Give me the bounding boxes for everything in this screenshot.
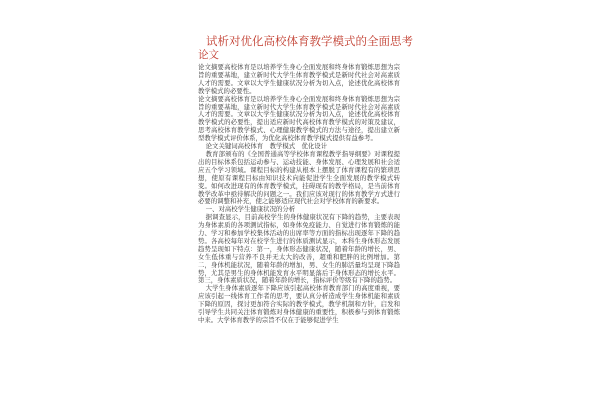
analysis-paragraph: 据调查显示，目前高校学生的身体健康状况有下降的趋势，主要表现为身体素质的各项测试指标，如身体免疫能力、自觉进行体育锻炼的能力、学习和参加学校集体活动的出席率等方面的指标出现逐年下降的趋势。各高校每年对在校学生进行的体质测试显示，本科生身体形态发展趋势呈现如下特点：第一，身体形态健康状况，随着年龄的增长，男、女生低体重与营养不良并无太大的改善，超重和肥胖的比例增加。第二，身体机能状况，随着年龄的增加，男、女生的肺活量均呈现下降趋势，尤其是男生的身体机能发育水平明显落后于身体形态的增长水平。第三，身体素质状况，随着年龄的增长，指标评价等级有下降的趋势。 — [198, 213, 400, 285]
document-body — [198, 64, 400, 325]
abstract-paragraph-full: 论文摘要高校体育是以培养学生身心全面发展和终身体育锻炼思想为宗旨的重要基地，建立新时代大学生体育教学模式是新时代社会对高素质人才的需要。文章以大学生健康状况分析为切入点，论述优化高校体育教学模式的必要性，提出适应新时代高校体育教学模式的对策及建议，思考高校体育教学模式、心理健康教学模式的方法与途径，提出建立新型教学模式评价体系，为优化高校体育教学模式提供有益参考。 — [198, 94, 400, 143]
keywords-line: 论文关键词高校体育 教学模式 优化设计 — [205, 142, 328, 151]
abstract-paragraph: 论文摘要高校体育是以培养学生身心全面发展和终身体育锻炼思想为宗旨的重要基地，建立新时代大学生体育教学模式是新时代社会对高素质人才的需要。文章以大学生健康状况分析为切入点，论述优化高校体育教学模式的必要性。 — [198, 63, 400, 95]
document-subtitle: 论文 — [198, 49, 219, 61]
document — [198, 34, 413, 325]
conclusion-paragraph: 大学生身体素质逐年下降应该引起高校体育教育部门的高度重视，要应该引起一线体育工作者的思考，要认真分析造成学生身体机能和素质下降的原因，探讨更加符合实际的教学模式，教学机制和方针，启发和引导学生共同关注体育锻炼对身体健康的重要性，积极参与到体育锻炼中来。大学体育教学的宗旨不仅在于能够促进学生 — [198, 284, 400, 324]
intro-paragraph: 教育部颁布的《全国普通高等学校体育课程教学指导纲要》对课程提出的目标体系包括运动参与、运动技能、身体发展、心理发展和社会适应五个学习领域。课程目标的构建从根本上摆脱了体育课程有的繁琐思想，使原有课程目标由知识技术向能促进学生全面发展的教学模式转变。如何改进现有的体育教学模式，挂碍现有的教学格局，是当前体育教学改革中亟待解决的问题之一。我们应该对现行的体育教学方式进行必要的调整和补充，使之能够适应现代社会对学校体育的新要求。 — [198, 149, 400, 206]
section-heading: 一、对高校学生健康状况的分析 — [205, 205, 296, 214]
document-title: 试析对优化高校体育教学模式的全面思考 — [206, 34, 413, 48]
